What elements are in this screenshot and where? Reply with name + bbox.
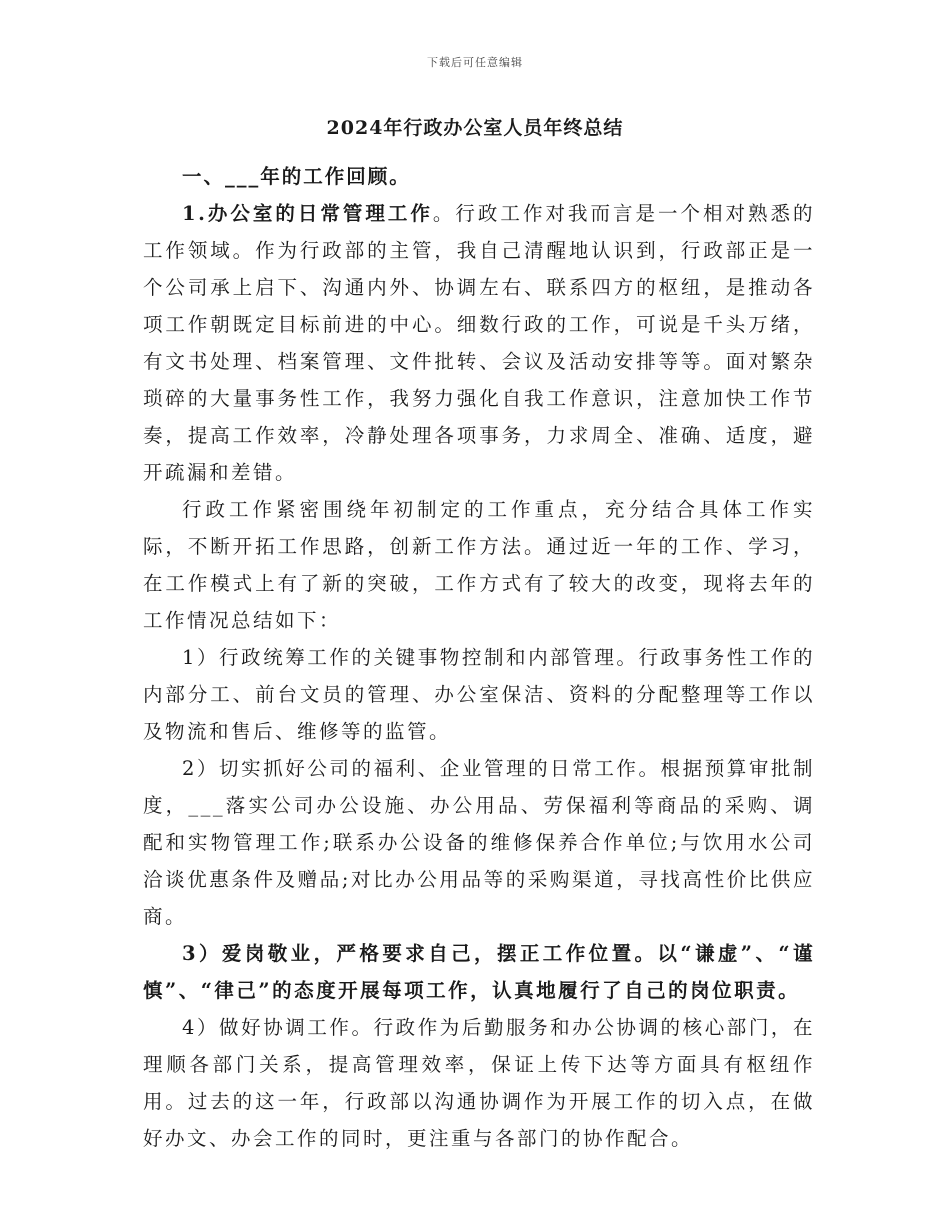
- paragraph-text: 。行政工作对我而言是一个相对熟悉的工作领域。作为行政部的主管，我自己清醒地认识到，行政部正是一个公司承上启下、沟通内外、协调左右、联系四方的枢纽，是推动各项工作朝既定目标前进的中心。细数行政的工作，可说是千头万绪，有文书处理、档案管理、文件批转、会议及活动安排等等。面对繁杂琐碎的大量事务性工作，我努力强化自我工作意识，注意加快工作节奏，提高工作效率，冷静处理各项事务，力求周全、准确、适度，避开疏漏和差错。: [143, 202, 815, 484]
- document-body: [143, 158, 815, 1157]
- paragraph-item-1: 1）行政统筹工作的关键事物控制和内部管理。行政事务性工作的内部分工、前台文员的管理、办公室保洁、资料的分配整理等工作以及物流和售后、维修等的监管。: [143, 646, 815, 743]
- paragraph-work-focus: 行政工作紧密围绕年初制定的工作重点，充分结合具体工作实际，不断开拓工作思路，创新工作方法。通过近一年的工作、学习，在工作模式上有了新的突破，工作方式有了较大的改变，现将去年的工作情况总结如下：: [143, 498, 815, 632]
- paragraph-item-4: 4）做好协调工作。行政作为后勤服务和办公协调的核心部门，在理顺各部门关系，提高管理效率，保证上传下达等方面具有枢纽作用。过去的这一年，行政部以沟通协调作为开展工作的切入点，在做好办文、办会工作的同时，更注重与各部门的协作配合。: [143, 1016, 815, 1150]
- header-note: 下载后可任意编辑: [427, 56, 523, 69]
- section-heading: 一、___年的工作回顾。: [182, 165, 411, 188]
- paragraph-daily-management: [143, 195, 815, 491]
- paragraph-item-3: 3）爱岗敬业，严格要求自己，摆正工作位置。以“谦虚”、“谨慎”、“律己”的态度开展每项工作，认真地履行了自己的岗位职责。: [143, 942, 815, 1002]
- paragraph-heading: 1.办公室的日常管理工作: [182, 202, 433, 225]
- paragraph-item-2: 2）切实抓好公司的福利、企业管理的日常工作。根据预算审批制度，___落实公司办公设施、办公用品、劳保福利等商品的采购、调配和实物管理工作;联系办公设备的维修保养合作单位;与饮用水公司洽谈优惠条件及赠品;对比办公用品等的采购渠道，寻找高性价比供应商。: [143, 757, 815, 928]
- document-title: 2024年行政办公室人员年终总结: [326, 117, 624, 139]
